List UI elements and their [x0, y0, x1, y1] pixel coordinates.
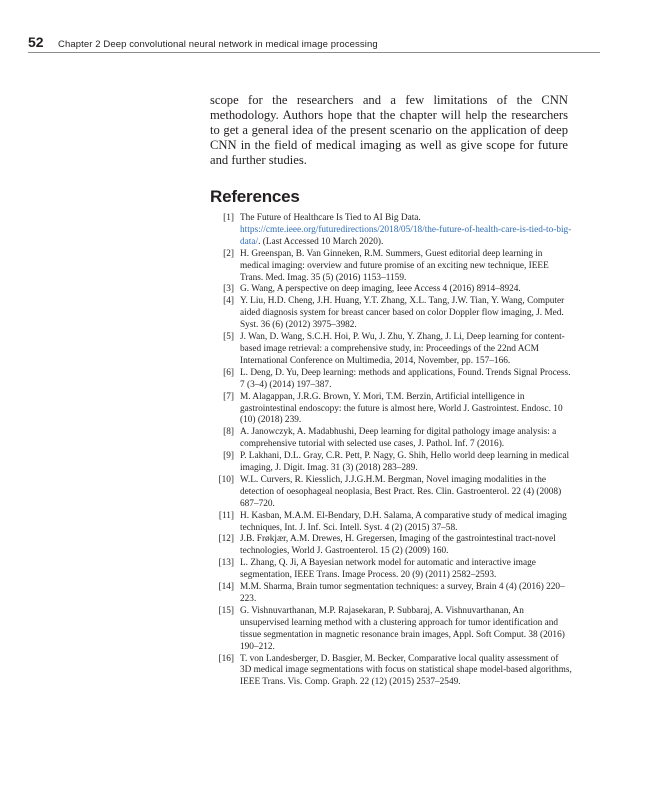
reference-item [210, 249, 572, 285]
references-heading: References [210, 187, 300, 206]
reference-item [210, 534, 572, 558]
reference-text [240, 654, 572, 690]
reference-citation: P. Lakhani, D.L. Gray, C.R. Pett, P. Nagy, G. Shih, Hello world deep learning in medical imaging, J. Digit. Imag. 31 (3) (2018) 283–289. [240, 451, 570, 474]
reference-item [210, 558, 572, 582]
reference-citation: Y. Liu, H.D. Cheng, J.H. Huang, Y.T. Zhang, X.L. Tang, J.W. Tian, Y. Wang, Computer aided diagnosis system for breast cancer based on color Doppler flow imaging, J. Med. Syst. 36 (6) (2012) 3975–3982. [240, 296, 565, 331]
reference-citation: G. Wang, A perspective on deep imaging, Ieee Access 4 (2016) 8914–8924. [240, 284, 521, 295]
reference-number: [6] [223, 367, 234, 378]
reference-number: [14] [218, 582, 234, 593]
reference-link[interactable]: https://cmte.ieee.org/futuredirections/2018/05/18/the-future-of-health-care-is-tied-to-big-data/ [240, 224, 572, 247]
reference-item [210, 284, 572, 296]
reference-number: [3] [223, 284, 234, 295]
reference-item [210, 606, 572, 654]
reference-number: [4] [223, 296, 234, 307]
reference-citation: J.B. Frøkjær, A.M. Drewes, H. Gregersen, Imaging of the gastrointestinal tract-novel technologies, World J. Gastroenterol. 15 (2) (2009) 160. [240, 534, 556, 557]
reference-text [240, 296, 572, 332]
reference-text [240, 558, 572, 582]
reference-text [240, 427, 572, 451]
reference-citation: L. Zhang, Q. Ji, A Bayesian network model for automatic and interactive image segmentation, IEEE Trans. Image Process. 20 (9) (2011) 2582–2593. [240, 558, 536, 581]
reference-number: [15] [218, 605, 234, 616]
reference-number: [5] [223, 332, 234, 343]
reference-note: . (Last Accessed 10 March 2020). [258, 236, 384, 247]
reference-number: [16] [218, 653, 234, 664]
reference-citation: H. Greenspan, B. Van Ginneken, R.M. Summers, Guest editorial deep learning in medical imaging: overview and future promise of an exciting new technique, IEEE Trans. Med. Imag. 35 (5) (2016) 1153–1159. [240, 248, 549, 283]
reference-text [240, 368, 572, 392]
reference-citation: G. Vishnuvarthanan, M.P. Rajasekaran, P. Subbaraj, A. Vishnuvarthanan, An unsupervised learning method with a clustering approach for tumor identification and tissue segmentation in magnetic resonance brain images, Appl. Soft Comput. 38 (2016) 190–212. [240, 605, 565, 652]
reference-citation: H. Kasban, M.A.M. El-Bendary, D.H. Salama, A comparative study of medical imaging techniques, Int. J. Inf. Sci. Intell. Syst. 4 (2) (2015) 37–58. [240, 510, 567, 533]
reference-item [210, 654, 572, 690]
reference-number: [9] [223, 451, 234, 462]
reference-text [240, 284, 572, 296]
body-paragraph: scope for the researchers and a few limitations of the CNN methodology. Authors hope that the chapter will help the researchers to get a general idea of the present scenario on the application of deep CNN in the field of medical imaging as well as give scope for future and further studies. [210, 93, 568, 167]
reference-number: [10] [218, 474, 234, 485]
reference-number: [12] [218, 534, 234, 545]
reference-item [210, 582, 572, 606]
page-header [28, 34, 600, 52]
reference-number: [11] [218, 510, 234, 521]
reference-list [210, 213, 572, 689]
reference-text [240, 249, 572, 285]
reference-text [240, 392, 572, 428]
page-number: 52 [28, 34, 44, 50]
reference-item [210, 427, 572, 451]
reference-citation: L. Deng, D. Yu, Deep learning: methods and applications, Found. Trends Signal Process. 7 (3–4) (2014) 197–387. [240, 367, 571, 390]
reference-citation: M. Alagappan, J.R.G. Brown, Y. Mori, T.M. Berzin, Artificial intelligence in gastrointestinal endoscopy: the future is almost here, World J. Gastrointest. Endosc. 10 (10) (2018) 239. [240, 391, 563, 426]
header-rule [28, 52, 600, 53]
reference-number: [2] [223, 248, 234, 259]
reference-text [240, 475, 572, 511]
reference-item [210, 475, 572, 511]
reference-text [240, 332, 572, 368]
reference-number: [8] [223, 427, 234, 438]
reference-number: [13] [218, 558, 234, 569]
reference-citation: M.M. Sharma, Brain tumor segmentation techniques: a survey, Brain 4 (4) (2016) 220–223. [240, 582, 565, 604]
reference-citation: T. von Landesberger, D. Basgier, M. Becker, Comparative local quality assessment of 3D medical image segmentations with focus on statistical shape model-based algorithms, IEEE Trans. Vis. Comp. Graph. 22 (12) (2015) 2537–2549. [240, 653, 572, 688]
reference-citation: J. Wan, D. Wang, S.C.H. Hoi, P. Wu, J. Zhu, Y. Zhang, J. Li, Deep learning for content-based image retrieval: a comprehensive study, in: Proceedings of the 22nd ACM International Conference on Multimedia, 2014, November, pp. 157–166. [240, 332, 565, 366]
reference-text [240, 451, 572, 475]
reference-text [240, 213, 572, 249]
reference-citation: A. Janowczyk, A. Madabhushi, Deep learning for digital pathology image analysis: a comprehensive tutorial with selected use cases, J. Pathol. Inf. 7 (2016). [240, 427, 557, 450]
reference-item [210, 332, 572, 368]
reference-number: [1] [223, 213, 234, 223]
reference-item [210, 511, 572, 535]
reference-item [210, 296, 572, 332]
reference-text [240, 511, 572, 535]
reference-item [210, 392, 572, 428]
reference-citation: The Future of Healthcare Is Tied to AI Big Data. [240, 213, 421, 223]
reference-item [210, 451, 572, 475]
reference-item [210, 213, 572, 249]
reference-number: [7] [223, 391, 234, 402]
reference-item [210, 368, 572, 392]
reference-text [240, 606, 572, 654]
reference-text [240, 534, 572, 558]
reference-text [240, 582, 572, 606]
running-head: Chapter 2 Deep convolutional neural network in medical image processing [58, 39, 378, 50]
reference-citation: W.L. Curvers, R. Kiesslich, J.J.G.H.M. Bergman, Novel imaging modalities in the detection of oesophageal neoplasia, Best Pract. Res. Clin. Gastroenterol. 22 (4) (2008) 687–720. [240, 474, 562, 509]
